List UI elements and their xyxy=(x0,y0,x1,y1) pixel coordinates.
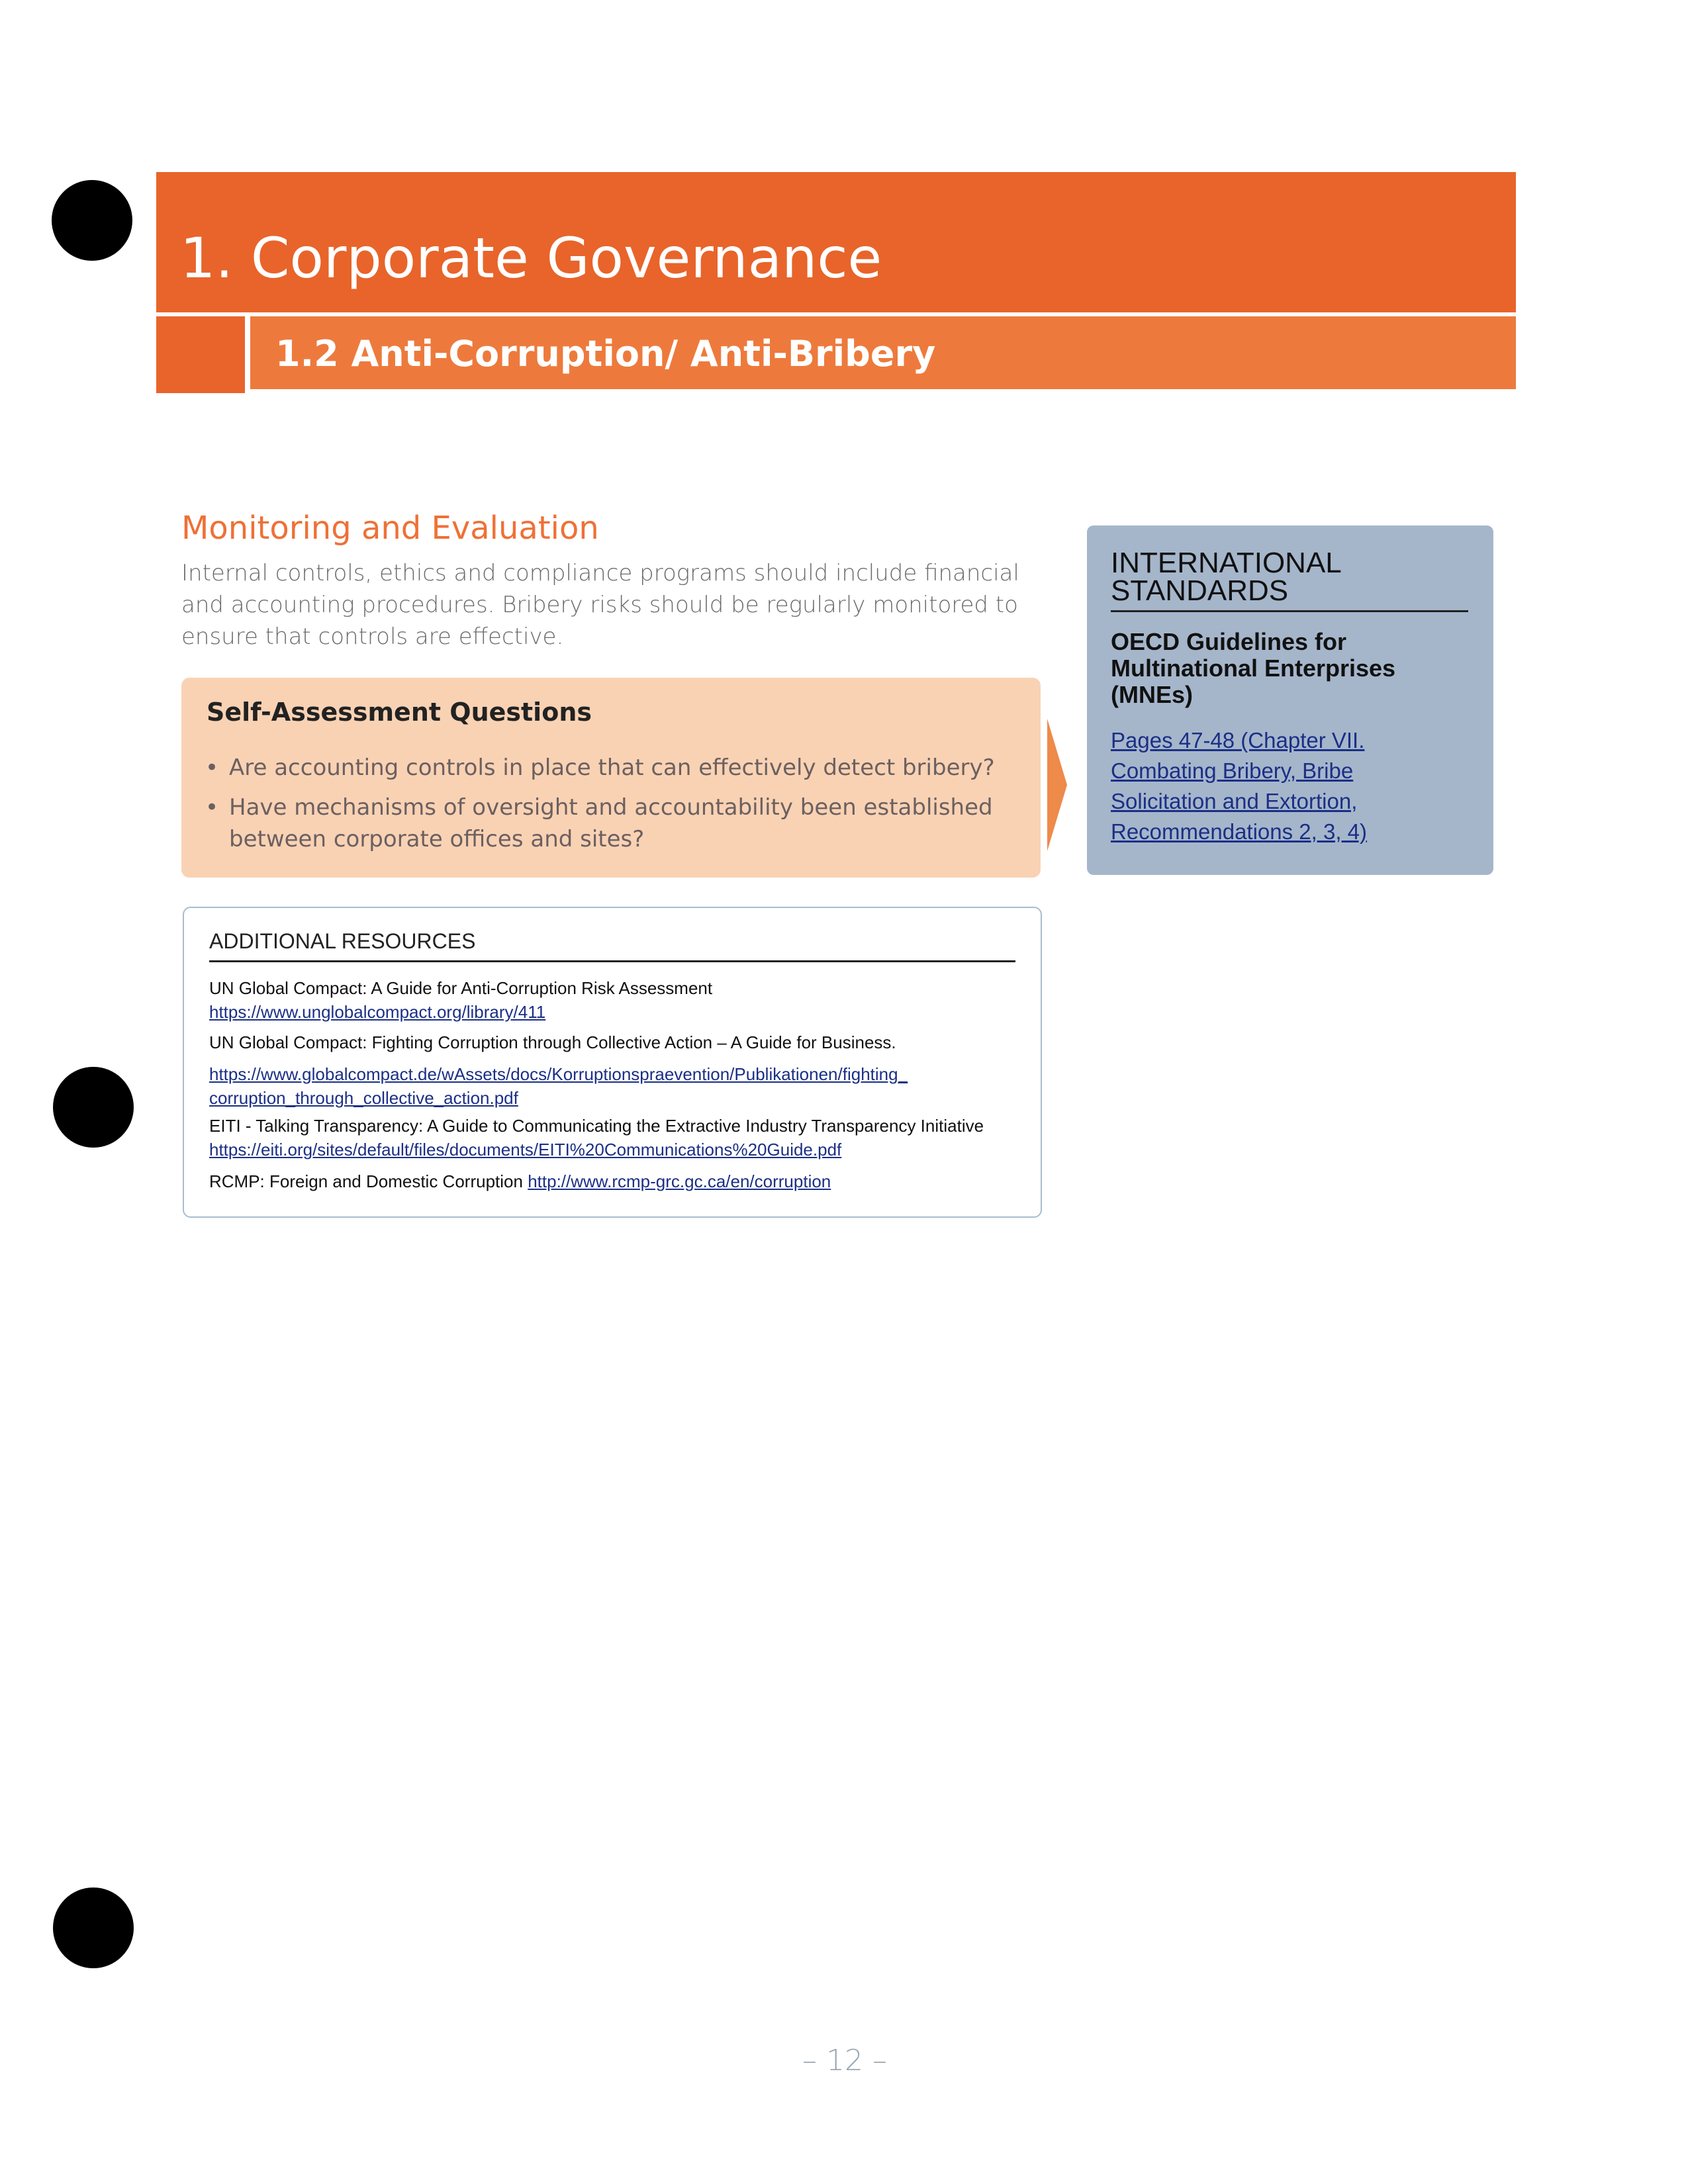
banner-tab-accent xyxy=(156,316,245,393)
section-banner xyxy=(250,316,1516,389)
resource-label: UN Global Compact: Fighting Corruption through Collective Action – A Guide for Business. xyxy=(209,1032,896,1052)
list-item: • Have mechanisms of oversight and accountability been established between corporate offices and sites? xyxy=(205,792,1026,855)
binder-hole-middle xyxy=(53,1067,134,1148)
resources-header: ADDITIONAL RESOURCES xyxy=(209,929,1015,962)
self-assessment-box xyxy=(181,678,1041,878)
self-assessment-title: Self-Assessment Questions xyxy=(207,698,592,727)
intro-paragraph: Internal controls, ethics and compliance programs should include financial and accounting procedures. Bribery risks should be regularly monitored to ensure that controls are effective. xyxy=(181,560,1019,650)
resource-link[interactable]: https://eiti.org/sites/default/files/documents/EITI%20Communications%20Guide.pdf xyxy=(209,1140,842,1160)
section-subtitle: 1.2 Anti-Corruption/ Anti-Bribery xyxy=(275,333,936,375)
connector-arrow-icon xyxy=(1047,719,1067,851)
resource-label: EITI - Talking Transparency: A Guide to Communicating the Extractive Industry Transparency Initiative xyxy=(209,1116,984,1136)
resource-link[interactable]: https://www.globalcompact.de/wAssets/docs/Korruptionspraevention/Publikationen/fighting_ xyxy=(209,1064,908,1084)
link-line: Recommendations 2, 3, 4) xyxy=(1111,819,1368,844)
additional-resources-box xyxy=(183,907,1042,1218)
chapter-banner xyxy=(156,172,1516,312)
standards-header: INTERNATIONAL STANDARDS xyxy=(1111,549,1468,612)
link-line: Solicitation and Extortion, xyxy=(1111,789,1358,813)
link-line: Pages 47-48 (Chapter VII. xyxy=(1111,728,1365,752)
resource-link[interactable]: http://www.rcmp-grc.gc.ca/en/corruption xyxy=(528,1171,831,1191)
international-standards-box xyxy=(1087,525,1493,875)
binder-hole-top xyxy=(52,180,132,261)
chapter-title: 1. Corporate Governance xyxy=(180,226,882,291)
resource-label: RCMP: Foreign and Domestic Corruption xyxy=(209,1171,523,1191)
standards-subtitle: OECD Guidelines for Multinational Enterprises (MNEs) xyxy=(1111,628,1396,708)
resource-link[interactable]: corruption_through_collective_action.pdf xyxy=(209,1088,518,1108)
binder-hole-bottom xyxy=(53,1888,134,1968)
self-assessment-list xyxy=(205,752,1026,863)
page-number: – 12 – xyxy=(802,2044,887,2077)
list-item: • Are accounting controls in place that can effectively detect bribery? xyxy=(205,752,1026,784)
resource-label: UN Global Compact: A Guide for Anti-Corruption Risk Assessment xyxy=(209,978,713,998)
resource-link[interactable]: https://www.unglobalcompact.org/library/411 xyxy=(209,1002,546,1022)
section-heading: Monitoring and Evaluation xyxy=(181,510,599,547)
oecd-guidelines-link[interactable] xyxy=(1111,725,1455,847)
link-line: Combating Bribery, Bribe xyxy=(1111,758,1354,783)
